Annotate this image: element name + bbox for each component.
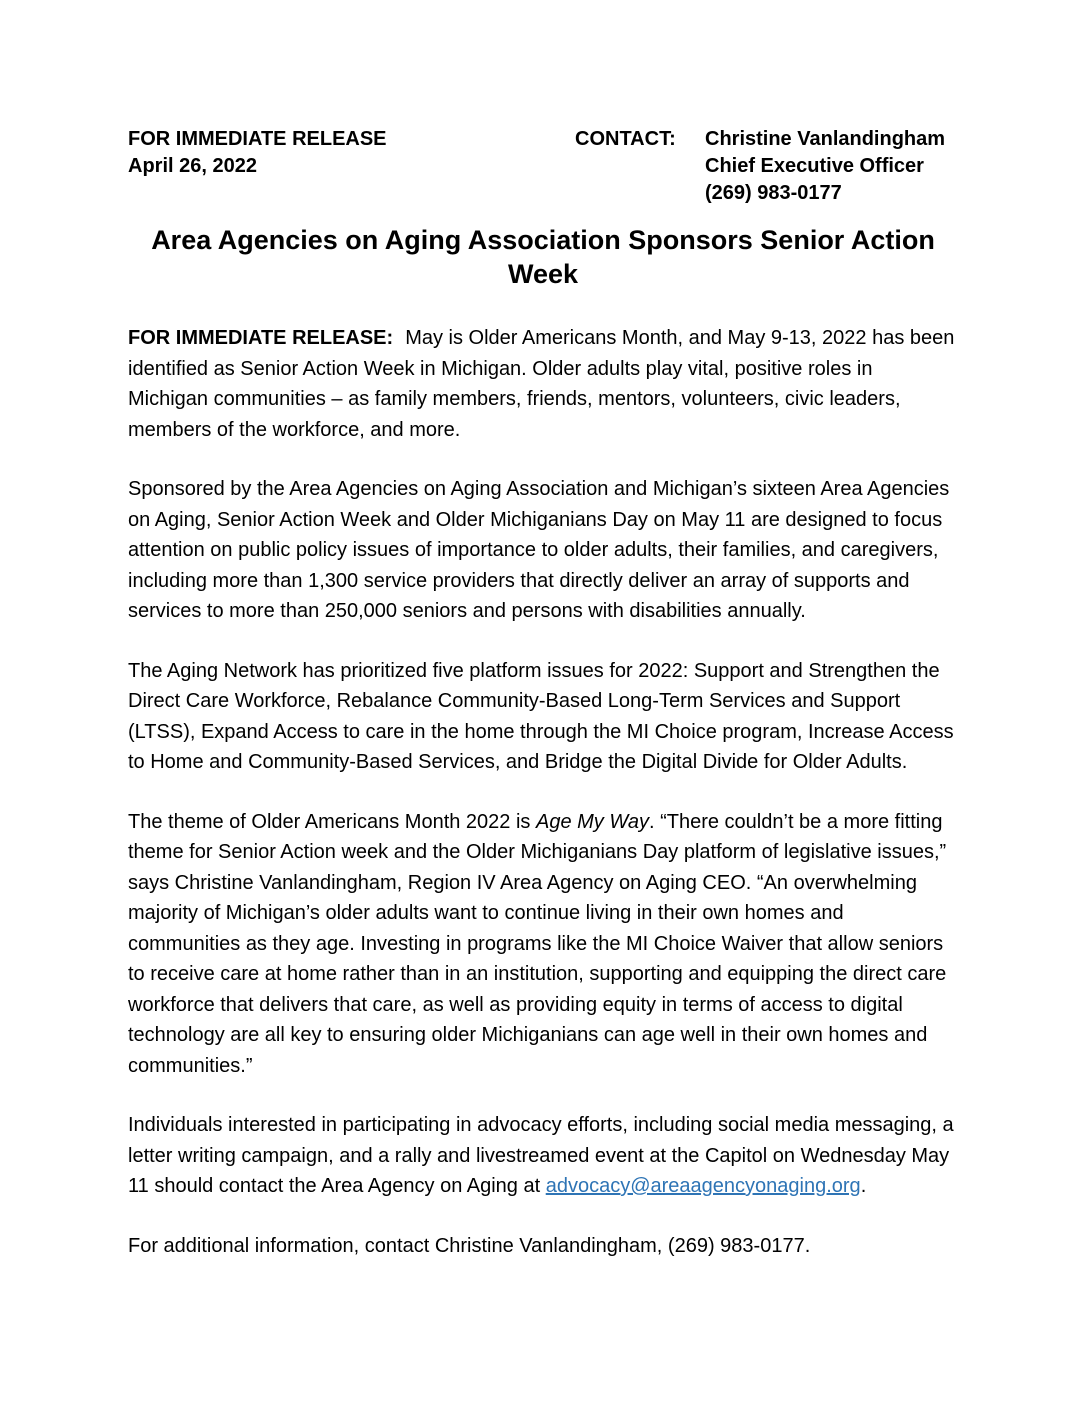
contact-block [705, 126, 958, 207]
release-label: FOR IMMEDIATE RELEASE [128, 128, 387, 150]
contact-phone: (269) 983-0177 [705, 182, 842, 204]
immediate-release-label: FOR IMMEDIATE RELEASE: [128, 327, 394, 349]
paragraph-immediate-release [128, 323, 958, 445]
release-block [128, 126, 575, 180]
release-date: April 26, 2022 [128, 155, 257, 177]
paragraph-theme [128, 807, 958, 1082]
paragraph-sponsored: Sponsored by the Area Agencies on Aging Association and Michigan’s sixteen Area Agencies on Aging, Senior Action Week and Older Michiganians Day on May 11 are designed to focus attention on public policy issues of importance to older adults, their families, and caregivers, including more than 1,300 service providers that directly deliver an array of supports and services to more than 250,000 seniors and persons with disabilities annually. [128, 478, 950, 622]
paragraph-aging-network: The Aging Network has prioritized five platform issues for 2022: Support and Strengthen the Direct Care Workforce, Rebalance Community-Based Long-Term Services and Support (LTSS), Expand Access to care in the home through the MI Choice program, Increase Access to Home and Community-Based Services, and Bridge the Digital Divide for Older Adults. [128, 659, 954, 773]
doc-header [128, 126, 958, 207]
paragraph-advocacy [128, 1110, 958, 1202]
contact-name: Christine Vanlandingham [705, 128, 946, 150]
contact-title: Chief Executive Officer [705, 155, 924, 177]
paragraph-advocacy-post: . [860, 1175, 867, 1197]
paragraph-theme-pre: The theme of Older Americans Month 2022 is [128, 810, 536, 833]
paragraph-immediate-release-text: May is Older Americans Month, and May 9-13, 2022 has been identified as Senior Action Week in Michigan. Older adults play vital, positive roles in Michigan communities – as family members, friends, mentors, volunteers, civic leaders, members of the workforce, and more. [128, 327, 955, 441]
doc-title: Area Agencies on Aging Association Sponsors Senior Action Week [151, 225, 935, 289]
paragraph-theme-post: . “There couldn’t be a more fitting theme for Senior Action week and the Older Michiganians Day platform of legislative issues,” says Christine Vanlandingham, Region IV Area Agency on Aging CEO. “An overwhelming majority of Michigan’s older adults want to continue living in their own homes and communities as they age. Investing in programs like the MI Choice Waiver that allow seniors to receive care at home rather than in an institution, supporting and equipping the direct care workforce that delivers that care, as well as providing equity in terms of access to digital technology are all key to ensuring older Michiganians can age well in their own homes and communities.” [128, 810, 947, 1077]
paragraph-advocacy-pre: Individuals interested in participating in advocacy efforts, including social media messaging, a letter writing campaign, and a rally and livestreamed event at the Capitol on Wednesday May 11 should contact the Area Agency on Aging at [128, 1114, 954, 1197]
contact-label: CONTACT: [575, 128, 676, 150]
advocacy-email-link[interactable]: advocacy@areaagencyonaging.org [545, 1175, 861, 1197]
theme-italic: Age My Way [535, 810, 649, 833]
paragraph-additional-info: For additional information, contact Christine Vanlandingham, (269) 983-0177. [128, 1234, 811, 1257]
